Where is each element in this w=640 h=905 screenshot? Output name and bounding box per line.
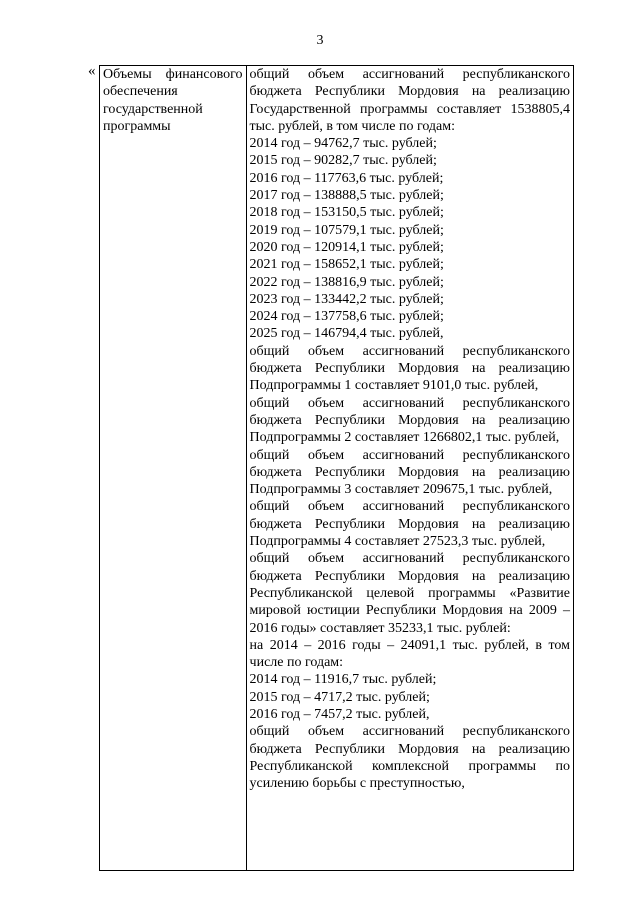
program-passport-table [99, 65, 574, 871]
financing-label: Объемы финансового обеспечения государственной программы [103, 67, 243, 134]
year-allocation-item: 2020 год – 120914,1 тыс. рублей; [249, 239, 444, 255]
year-allocation-item: 2016 год – 117763,6 тыс. рублей; [249, 170, 444, 186]
financing-row [100, 66, 574, 871]
year-allocation-item: 2015 год – 90282,7 тыс. рублей; [249, 153, 437, 169]
page-number: 3 [316, 33, 324, 48]
subprogram-2-allocation: общий объем ассигнований республиканского бюджета Республики Мордовия на реализацию Подпрограммы 2 составляет 1266802,1 тыс. рублей, [249, 395, 570, 446]
opening-quote-mark: « [88, 63, 96, 79]
financing-label-cell [100, 66, 247, 871]
total-allocation-text: общий объем ассигнований республиканского бюджета Республики Мордовия на реализацию Государственной программы составляет 1538805,4 тыс. рублей, в том числе по годам: [249, 67, 570, 134]
year-allocation-item: 2024 год – 137758,6 тыс. рублей; [249, 309, 444, 325]
target-year-allocation-item: 2014 год – 11916,7 тыс. рублей; [249, 672, 437, 688]
target-year-allocation-item: 2016 год – 7457,2 тыс. рублей, [249, 706, 430, 722]
year-allocation-item: 2017 год – 138888,5 тыс. рублей; [249, 188, 444, 204]
year-allocation-item: 2022 год – 138816,9 тыс. рублей; [249, 274, 444, 290]
subprogram-3-allocation: общий объем ассигнований республиканского бюджета Республики Мордовия на реализацию Подпрограммы 3 составляет 209675,1 тыс. рублей, [249, 447, 570, 498]
year-allocation-item: 2025 год – 146794,4 тыс. рублей, [249, 326, 444, 342]
year-allocation-item: 2019 год – 107579,1 тыс. рублей; [249, 222, 444, 238]
year-allocation-item: 2023 год – 133442,2 тыс. рублей; [249, 291, 444, 307]
complex-program-allocation: общий объем ассигнований республиканского бюджета Республики Мордовия на реализацию Республиканской комплексной программы по усилению борьбы с преступностью, [249, 724, 570, 792]
year-allocation-item: 2021 год – 158652,1 тыс. рублей; [249, 257, 444, 273]
target-program-period-total: на 2014 – 2016 годы – 24091,1 тыс. рублей, в том числе по годам: [249, 637, 570, 671]
target-program-allocation: общий объем ассигнований республиканского бюджета Республики Мордовия на реализацию Республиканской целевой программы «Развитие мировой юстиции Республики Мордовия на 2009 – 2016 годы» составляет 35233,1 тыс. рублей: [249, 551, 570, 636]
target-year-allocation-item: 2015 год – 4717,2 тыс. рублей; [249, 689, 430, 705]
subprogram-4-allocation: общий объем ассигнований республиканского бюджета Республики Мордовия на реализацию Подпрограммы 4 составляет 27523,3 тыс. рублей, [249, 499, 570, 550]
year-allocation-item: 2014 год – 94762,7 тыс. рублей; [249, 136, 437, 152]
year-allocation-item: 2018 год – 153150,5 тыс. рублей; [249, 205, 444, 221]
financing-details-cell [246, 66, 573, 871]
subprogram-1-allocation: общий объем ассигнований республиканского бюджета Республики Мордовия на реализацию Подпрограммы 1 составляет 9101,0 тыс. рублей, [249, 343, 570, 394]
